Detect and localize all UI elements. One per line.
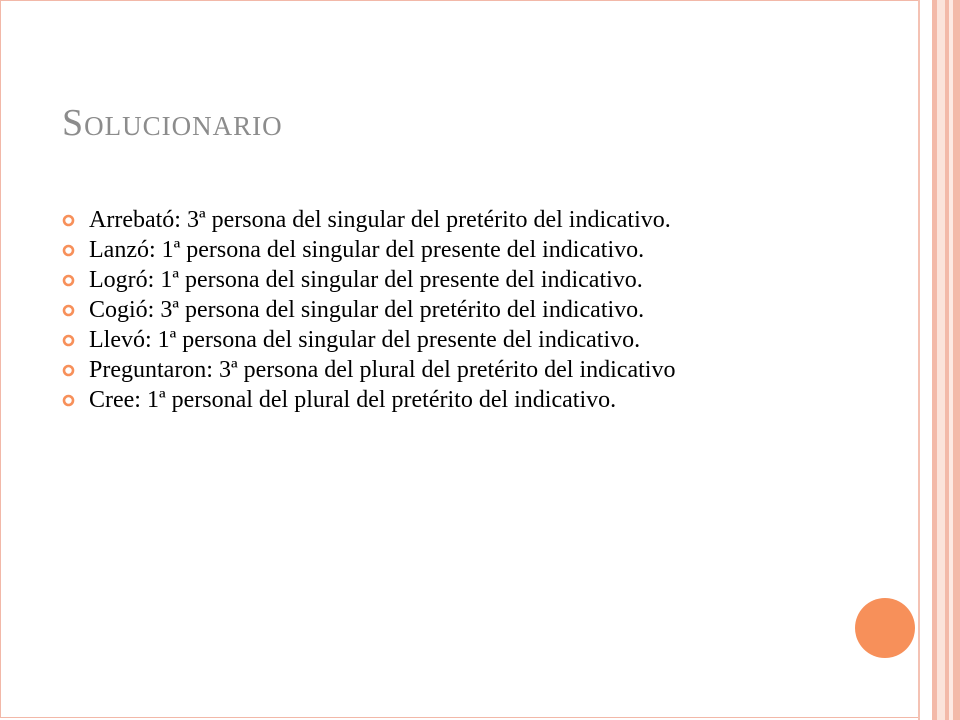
list-item <box>62 238 824 263</box>
decorative-circle <box>855 598 915 658</box>
bullet-text: Cree: 1ª personal del plural del pretérito del indicativo. <box>89 387 617 413</box>
bullet-text: Arrebató: 3ª persona del singular del pretérito del indicativo. <box>89 207 671 233</box>
bullet-text: Llevó: 1ª persona del singular del presente del indicativo. <box>89 327 641 353</box>
list-item <box>62 208 824 233</box>
bullet-circle-icon <box>62 274 75 287</box>
decorative-stripes <box>918 0 960 720</box>
list-item <box>62 268 824 293</box>
list-item <box>62 358 824 383</box>
bullet-circle-icon <box>62 394 75 407</box>
bullet-circle-icon <box>62 334 75 347</box>
slide-title: Solucionario <box>62 102 283 144</box>
list-item <box>62 298 824 323</box>
bullet-circle-icon <box>62 364 75 377</box>
bullet-text: Preguntaron: 3ª persona del plural del pretérito del indicativo <box>89 357 676 383</box>
bullet-text: Logró: 1ª persona del singular del presente del indicativo. <box>89 267 643 293</box>
list-item <box>62 388 824 413</box>
bullet-text: Cogió: 3ª persona del singular del pretérito del indicativo. <box>89 297 645 323</box>
bullet-circle-icon <box>62 214 75 227</box>
bullet-circle-icon <box>62 244 75 257</box>
list-item <box>62 328 824 353</box>
bullet-list <box>62 208 824 418</box>
bullet-circle-icon <box>62 304 75 317</box>
bullet-text: Lanzó: 1ª persona del singular del presente del indicativo. <box>89 237 645 263</box>
